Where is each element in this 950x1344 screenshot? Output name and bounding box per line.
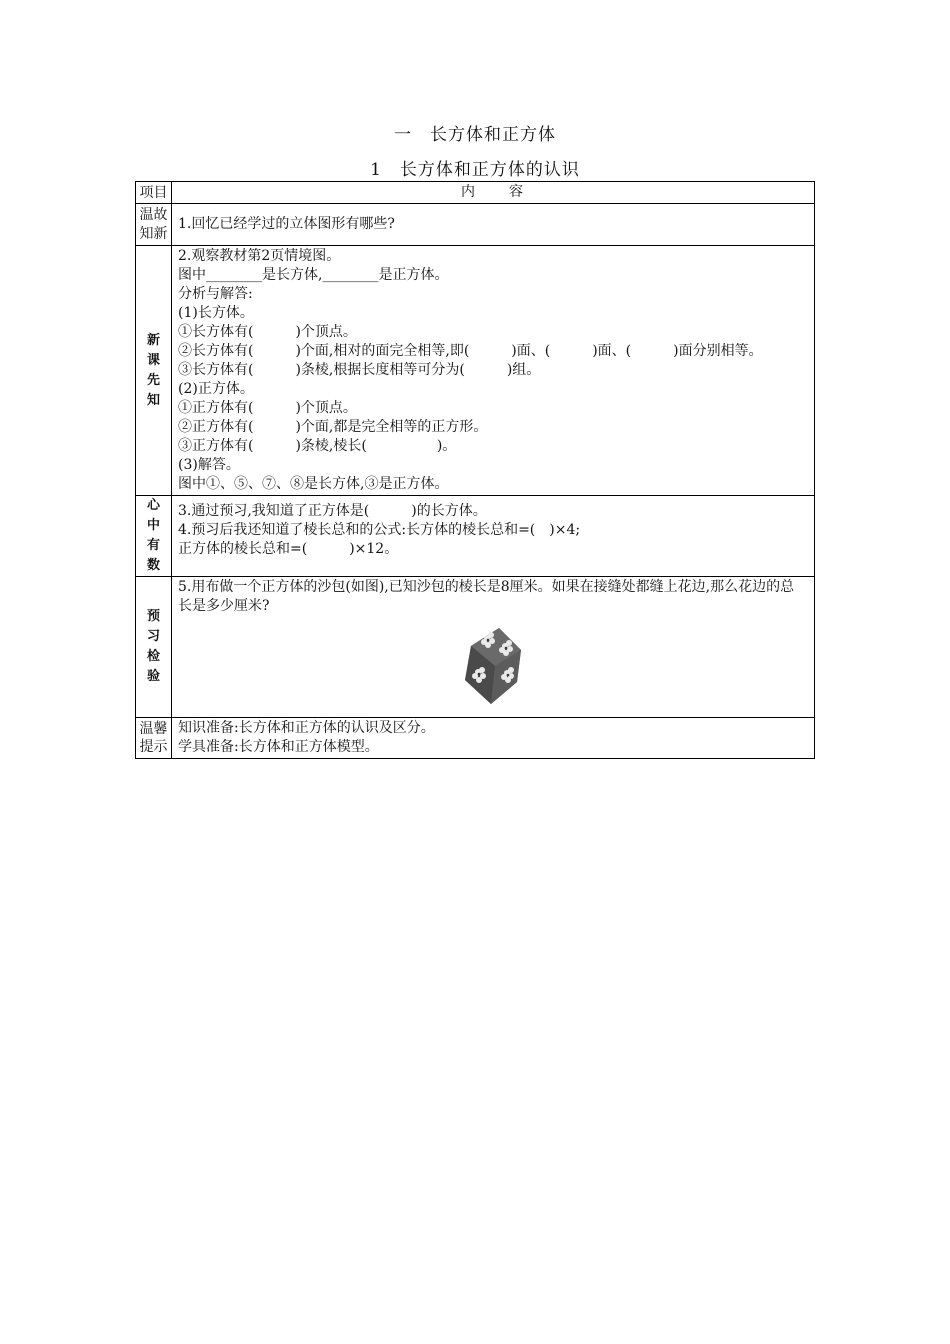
table-row xyxy=(136,246,815,496)
line-answer: (3)解答。 xyxy=(178,457,240,473)
line-answer-detail: 图中①、⑤、⑦、⑧是长方体,③是正方体。 xyxy=(178,476,449,492)
section-title: 1 长方体和正方体的认识 xyxy=(370,160,580,180)
question-4-cube: 正方体的棱长总和=( )×12。 xyxy=(178,541,399,557)
row-label-text: 新课先知 xyxy=(146,332,160,408)
question-5: 5.用布做一个正方体的沙包(如图),已知沙包的棱长是8厘米。如果在接缝处都缝上花边,那么花边的总长是多少厘米? xyxy=(178,579,795,614)
line-cuboid: (1)长方体。 xyxy=(178,305,254,321)
table-row xyxy=(136,204,815,246)
question-2: 2.观察教材第2页情境图。 xyxy=(178,248,341,264)
line-cube: (2)正方体。 xyxy=(178,381,254,397)
header-label: 项目 xyxy=(136,182,172,204)
row-content-tips xyxy=(172,718,815,759)
line-cuboid-edges: ③长方体有( )条棱,根据长度相等可分为( )组。 xyxy=(178,362,541,378)
row-label-text: 温馨提示 xyxy=(139,721,168,755)
line-cuboid-vertices: ①长方体有( )个顶点。 xyxy=(178,324,357,340)
line-cube-faces: ②正方体有( )个面,都是完全相等的正方形。 xyxy=(178,419,488,435)
sandbag-cube-image xyxy=(461,624,525,706)
question-1: 1.回忆已经学过的立体图形有哪些? xyxy=(178,216,395,232)
table-row xyxy=(136,496,815,577)
row-label-check xyxy=(136,577,172,718)
line-analysis: 分析与解答: xyxy=(178,286,253,302)
row-content-summary xyxy=(172,496,815,577)
header-content: 内 容 xyxy=(172,182,815,204)
question-3: 3.通过预习,我知道了正方体是( )的长方体。 xyxy=(178,503,487,519)
chapter-title: 一 长方体和正方体 xyxy=(394,125,556,145)
row-label-text: 心中有数 xyxy=(146,498,160,573)
table-row xyxy=(136,577,815,718)
sandbag-figure xyxy=(178,616,808,716)
table-header-row xyxy=(136,182,815,204)
tip-tools: 学具准备:长方体和正方体模型。 xyxy=(178,739,379,755)
line-cube-edges: ③正方体有( )条棱,棱长( )。 xyxy=(178,438,457,454)
row-label-review: 温故知新 xyxy=(136,204,172,246)
row-label-text: 预习检验 xyxy=(146,609,160,684)
line-cube-vertices: ①正方体有( )个顶点。 xyxy=(178,400,357,416)
worksheet-table xyxy=(135,181,815,759)
row-label-new-lesson xyxy=(136,246,172,496)
line-cuboid-faces: ②长方体有( )个面,相对的面完全相等,即( )面、( )面、( )面分别相等。 xyxy=(178,343,763,359)
row-content-new-lesson xyxy=(172,246,815,496)
row-label-tips xyxy=(136,718,172,759)
row-label-summary xyxy=(136,496,172,577)
tip-knowledge: 知识准备:长方体和正方体的认识及区分。 xyxy=(178,720,435,736)
table-row xyxy=(136,718,815,759)
question-4: 4.预习后我还知道了棱长总和的公式:长方体的棱长总和=( )×4; xyxy=(178,522,581,538)
line-fill-in: 图中________是长方体,________是正方体。 xyxy=(178,267,449,283)
row-content-check xyxy=(172,577,815,718)
row-content-review xyxy=(172,204,815,246)
